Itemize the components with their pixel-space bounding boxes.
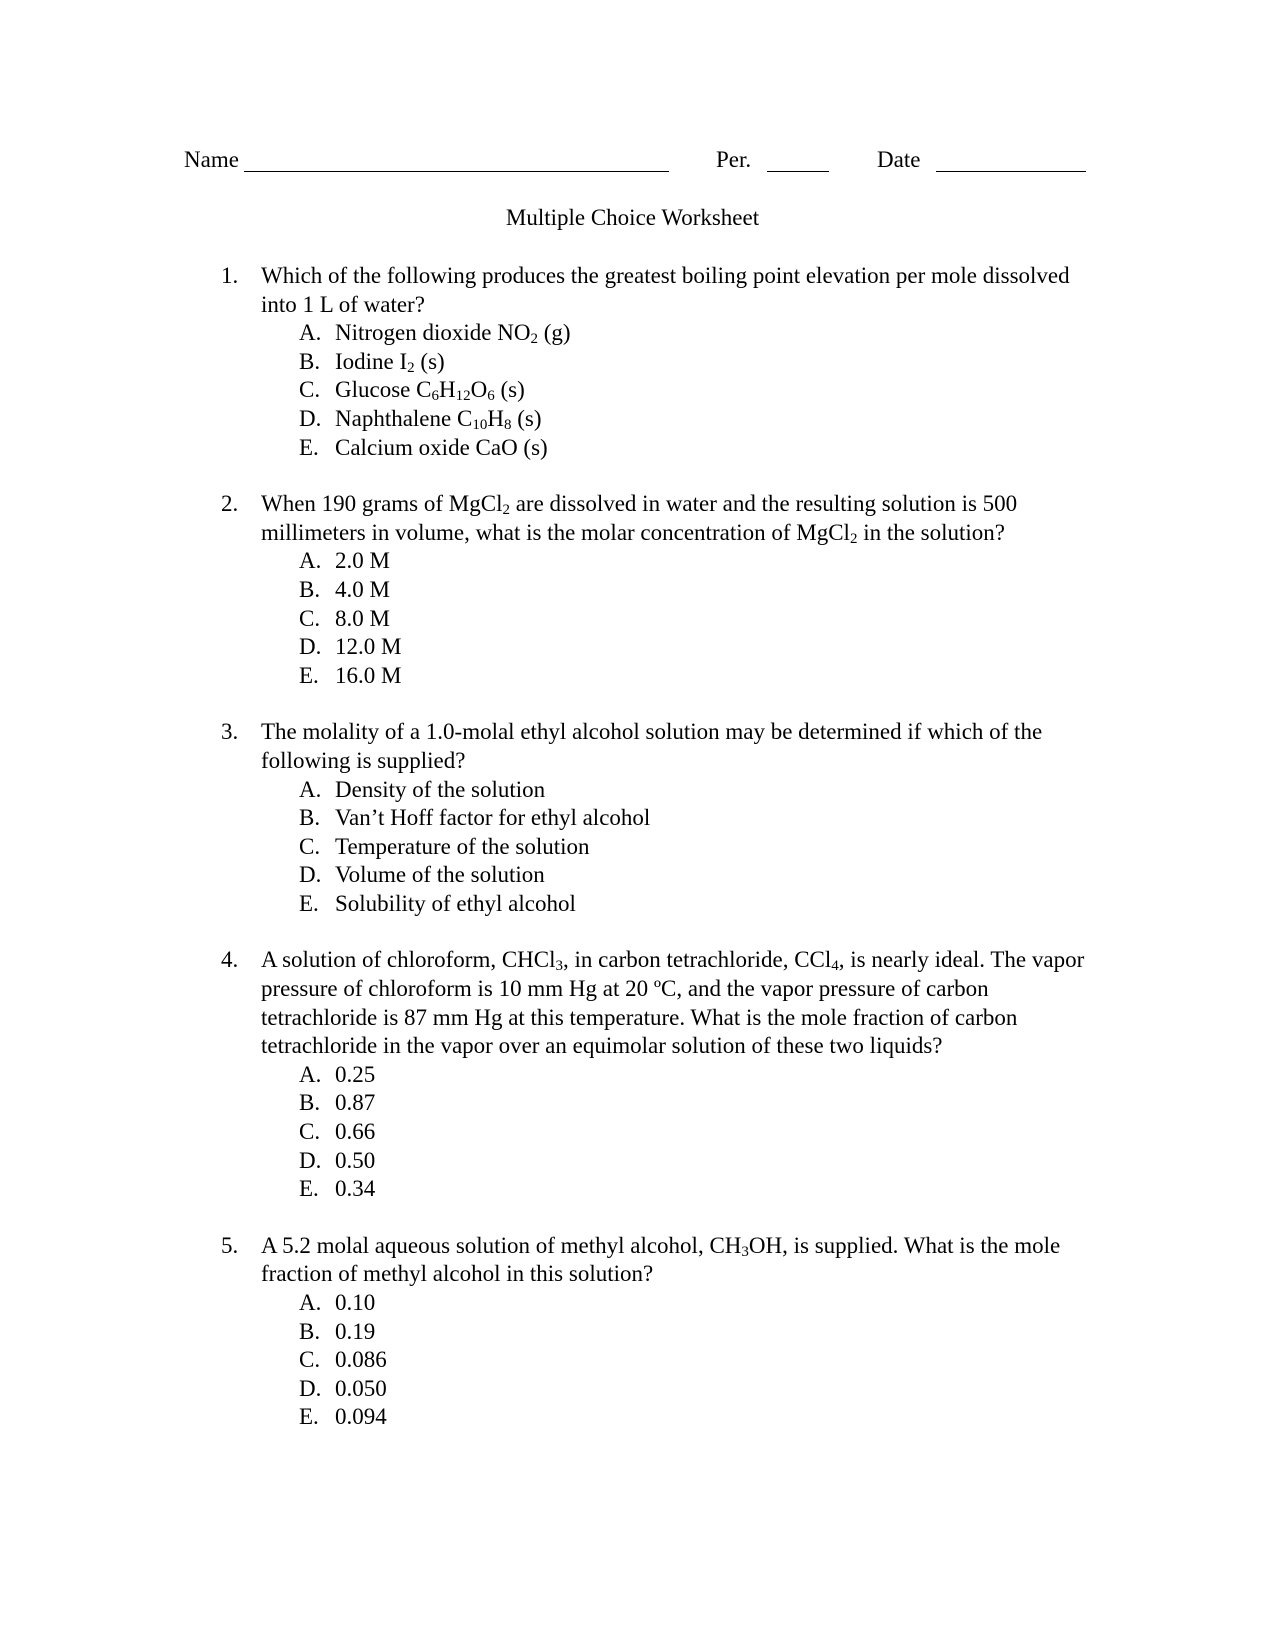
subscript: 2: [502, 502, 510, 519]
option-letter: B.: [299, 576, 321, 602]
option-letter: D.: [299, 1375, 322, 1401]
text-run: Temperature of the solution: [335, 833, 590, 859]
answer-option[interactable]: [299, 319, 1091, 348]
option-letter: A.: [299, 1061, 322, 1087]
subscript: 6: [487, 388, 495, 405]
question-text: [261, 946, 1091, 1060]
option-letter: A.: [299, 776, 322, 802]
answer-option[interactable]: [299, 348, 1091, 377]
text-run: 8.0 M: [335, 605, 390, 631]
option-text: [335, 1375, 387, 1404]
option-letter: A.: [299, 548, 322, 574]
subscript: 6: [431, 388, 439, 405]
answer-option[interactable]: [299, 1147, 1091, 1176]
answer-option[interactable]: [299, 605, 1091, 634]
name-blank-line[interactable]: [244, 146, 669, 172]
text-run: Van’t Hoff factor for ethyl alcohol: [335, 805, 651, 831]
option-letter: E.: [299, 1404, 319, 1430]
option-letter: B.: [299, 1090, 321, 1116]
answer-option[interactable]: [299, 833, 1091, 862]
option-text: [335, 376, 525, 405]
text-run: 0.25: [335, 1061, 376, 1087]
answer-option[interactable]: [299, 1318, 1091, 1347]
answer-option[interactable]: [299, 1375, 1091, 1404]
option-letter: D.: [299, 634, 322, 660]
question-3: [221, 718, 1091, 918]
answer-option[interactable]: [299, 890, 1091, 919]
answer-option[interactable]: [299, 633, 1091, 662]
subscript: 3: [741, 1243, 749, 1260]
option-text: [335, 1118, 375, 1147]
option-text: [335, 1175, 375, 1204]
text-run: 0.19: [335, 1318, 376, 1344]
subscript: 2: [849, 530, 858, 547]
option-letter: B.: [299, 805, 321, 831]
option-letter: B.: [299, 1318, 321, 1344]
answer-option[interactable]: [299, 547, 1091, 576]
text-run: Naphthalene C: [335, 405, 473, 431]
option-text: [335, 405, 541, 434]
answer-option[interactable]: [299, 1175, 1091, 1204]
option-letter: E.: [299, 662, 319, 688]
text-run: 16.0 M: [335, 662, 402, 688]
subscript: 2: [530, 331, 538, 348]
option-text: [335, 1346, 387, 1375]
question-text: [261, 262, 1091, 319]
text-run: Solubility of ethyl alcohol: [335, 890, 576, 916]
text-run: A 5.2 molal aqueous solution of methyl alcohol, CH: [261, 1232, 742, 1258]
option-text: [335, 1089, 375, 1118]
answer-option[interactable]: [299, 662, 1091, 691]
option-text: [335, 804, 650, 833]
subscript: 2: [407, 359, 415, 376]
answer-option[interactable]: [299, 1118, 1091, 1147]
period-blank-line[interactable]: [767, 146, 829, 172]
answer-option[interactable]: [299, 1061, 1091, 1090]
answer-options: [299, 547, 1091, 690]
name-label: Name: [184, 147, 239, 172]
text-run: Iodine I: [335, 348, 408, 374]
question-list: [221, 262, 1091, 1460]
option-text: [335, 833, 590, 862]
text-run: O: [470, 377, 488, 403]
text-run: in the solution?: [857, 519, 1006, 545]
text-run: 0.094: [335, 1404, 387, 1430]
text-run: 0.87: [335, 1090, 376, 1116]
date-blank-line[interactable]: [936, 146, 1086, 172]
option-text: [335, 1061, 375, 1090]
text-run: 2.0 M: [335, 548, 390, 574]
option-letter: C.: [299, 1119, 321, 1145]
text-run: 0.10: [335, 1290, 376, 1315]
date-label: Date: [877, 147, 921, 172]
option-letter: C.: [299, 833, 321, 859]
answer-option[interactable]: [299, 376, 1091, 405]
answer-option[interactable]: [299, 434, 1091, 463]
subscript: 3: [555, 958, 564, 975]
option-letter: E.: [299, 434, 319, 460]
question-4: [221, 946, 1091, 1203]
subscript: 12: [455, 388, 471, 405]
answer-option[interactable]: [299, 1403, 1091, 1432]
text-run: are dissolved in water and the resulting solution is 500 millimeters in volume, what is the molar concentration of MgCl: [261, 491, 1018, 545]
period-label: Per.: [716, 147, 752, 172]
text-run: (s): [414, 348, 445, 374]
option-text: [335, 1403, 387, 1432]
text-run: (s): [511, 405, 542, 431]
option-text: [335, 1318, 375, 1347]
text-run: Which of the following produces the greatest boiling point elevation per mole dissolved into 1 L of water?: [261, 263, 1070, 317]
option-text: [335, 348, 445, 377]
text-run: 12.0 M: [335, 634, 402, 660]
answer-option[interactable]: [299, 776, 1091, 805]
option-text: [335, 776, 545, 805]
text-run: When 190 grams of MgCl: [261, 491, 503, 517]
option-letter: C.: [299, 605, 321, 631]
text-run: H: [438, 377, 456, 403]
option-text: [335, 547, 390, 576]
answer-options: [299, 776, 1091, 919]
text-run: Volume of the solution: [335, 862, 545, 888]
option-letter: D.: [299, 1147, 322, 1173]
option-letter: C.: [299, 377, 321, 403]
option-letter: D.: [299, 862, 322, 888]
option-text: [335, 662, 401, 691]
answer-option[interactable]: [299, 804, 1091, 833]
question-1: [221, 262, 1091, 462]
question-number: 1.: [221, 263, 239, 288]
text-run: 0.050: [335, 1375, 387, 1401]
option-text: [335, 861, 545, 890]
text-run: A solution of chloroform, CHCl: [261, 947, 556, 973]
option-text: [335, 434, 548, 463]
subscript: 4: [831, 958, 839, 975]
question-2: [221, 490, 1091, 690]
text-run: OH, is supplied. What is the mole fraction of methyl alcohol in this solution?: [261, 1232, 1061, 1287]
option-text: [335, 1147, 375, 1176]
text-run: 0.66: [335, 1119, 376, 1145]
text-run: 0.50: [335, 1147, 376, 1173]
text-run: , in carbon tetrachloride, CCl: [563, 947, 832, 973]
option-text: [335, 890, 576, 919]
answer-option[interactable]: [299, 1289, 1091, 1318]
question-5: [221, 1232, 1091, 1432]
text-run: Calcium oxide CaO (s): [335, 434, 548, 460]
option-text: [335, 633, 401, 662]
option-letter: E.: [299, 1176, 319, 1202]
question-text: [261, 490, 1091, 547]
answer-option[interactable]: [299, 576, 1091, 605]
option-letter: A.: [299, 320, 322, 346]
question-text: [261, 1232, 1091, 1289]
text-run: 0.34: [335, 1176, 376, 1202]
answer-options: [299, 1061, 1091, 1204]
option-letter: C.: [299, 1347, 321, 1373]
option-letter: A.: [299, 1290, 322, 1315]
subscript: 8: [503, 416, 512, 433]
option-letter: B.: [299, 348, 321, 374]
question-number: 4.: [221, 947, 239, 973]
text-run: , is nearly ideal. The vapor pressure of chloroform is 10 mm Hg at 20 ºC, and the vapor pressure of carbon tetrachloride is 87 mm Hg at this temperature. What is the mole fraction of carbon tetrachloride in the vapor over an equimolar solution of these two liquids?: [261, 947, 1085, 1059]
answer-options: [299, 319, 1091, 462]
option-text: [335, 319, 571, 348]
text-run: Glucose C: [335, 377, 432, 403]
text-run: The molality of a 1.0-molal ethyl alcohol solution may be determined if which of the following is supplied?: [261, 719, 1043, 773]
question-number: 5.: [221, 1232, 239, 1258]
subscript: 10: [472, 416, 488, 433]
question-text: [261, 718, 1091, 775]
text-run: Density of the solution: [335, 776, 546, 802]
text-run: (s): [494, 377, 525, 403]
text-run: 4.0 M: [335, 576, 390, 602]
option-text: [335, 1289, 375, 1318]
text-run: H: [487, 405, 504, 431]
answer-option[interactable]: [299, 1346, 1091, 1375]
option-text: [335, 576, 390, 605]
text-run: Nitrogen dioxide NO: [335, 320, 531, 346]
answer-option[interactable]: [299, 405, 1091, 434]
question-number: 2.: [221, 491, 239, 517]
question-number: 3.: [221, 719, 239, 745]
text-run: (g): [537, 320, 571, 346]
answer-option[interactable]: [299, 1089, 1091, 1118]
answer-options: [299, 1289, 1091, 1432]
option-letter: E.: [299, 890, 319, 916]
text-run: 0.086: [335, 1347, 387, 1373]
option-letter: D.: [299, 405, 322, 431]
option-text: [335, 605, 390, 634]
answer-option[interactable]: [299, 861, 1091, 890]
worksheet-title: Multiple Choice Worksheet: [505, 205, 760, 230]
